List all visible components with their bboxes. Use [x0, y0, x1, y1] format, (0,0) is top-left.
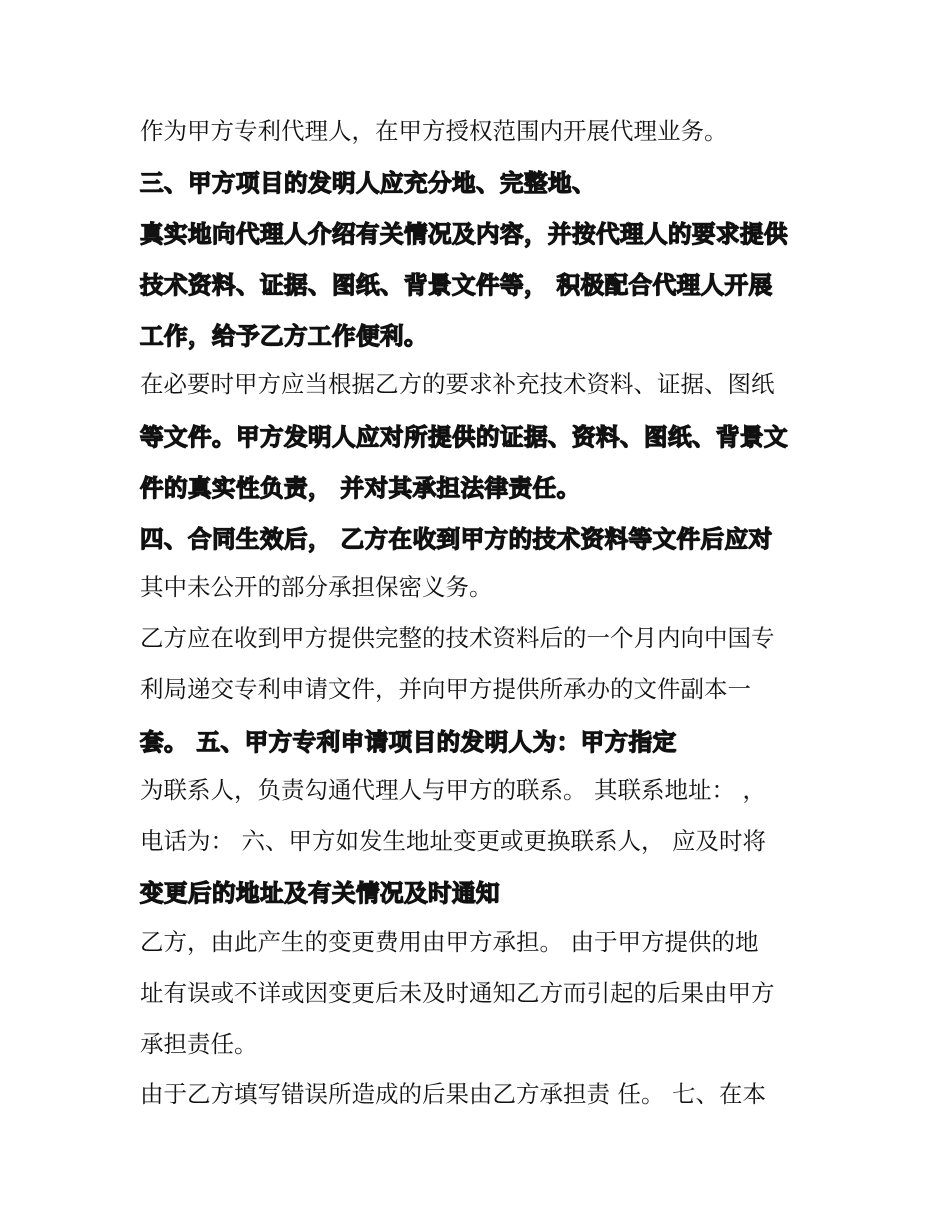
text-line: 承担责任。	[140, 1030, 258, 1058]
text-line: 作为甲方专利代理人，在甲方授权范围内开展代理业务。	[140, 117, 728, 145]
text-line: 技术资料、证据、图纸、背景文件等， 积极配合代理人开展	[140, 271, 773, 299]
text-line: 乙方应在收到甲方提供完整的技术资料后的一个月内向中国专	[140, 624, 775, 652]
text-line: 在必要时甲方应当根据乙方的要求补充技术资料、证据、图纸	[140, 370, 775, 398]
text-line: 四、合同生效后， 乙方在收到甲方的技术资料等文件后应对	[140, 525, 773, 553]
text-line: 真实地向代理人介绍有关情况及内容，并按代理人的要求提供	[140, 220, 788, 248]
text-line: 址有误或不详或因变更后未及时通知乙方而引起的后果由甲方	[140, 979, 775, 1007]
text-line: 由于乙方填写错误所造成的后果由乙方承担责 任。 七、在本	[140, 1080, 766, 1108]
text-line: 电话为： 六、甲方如发生地址变更或更换联系人， 应及时将	[140, 827, 766, 855]
text-line: 为联系人，负责勾通代理人与甲方的联系。 其联系地址： ，	[140, 776, 766, 804]
text-line: 利局递交专利申请文件，并向甲方提供所承办的文件副本一	[140, 675, 751, 703]
text-line: 其中未公开的部分承担保密义务。	[140, 573, 493, 601]
text-line: 等文件。甲方发明人应对所提供的证据、资料、图纸、背景文	[140, 423, 788, 451]
text-line: 三、甲方项目的发明人应充分地、完整地、	[140, 169, 596, 197]
text-line: 工作，给予乙方工作便利。	[140, 322, 428, 350]
text-line: 变更后的地址及有关情况及时通知	[140, 879, 500, 907]
text-line: 件的真实性负责， 并对其承担法律责任。	[140, 474, 581, 502]
text-line: 乙方，由此产生的变更费用由甲方承担。 由于甲方提供的地	[140, 928, 759, 956]
text-line: 套。 五、甲方专利申请项目的发明人为：甲方指定	[140, 728, 677, 756]
